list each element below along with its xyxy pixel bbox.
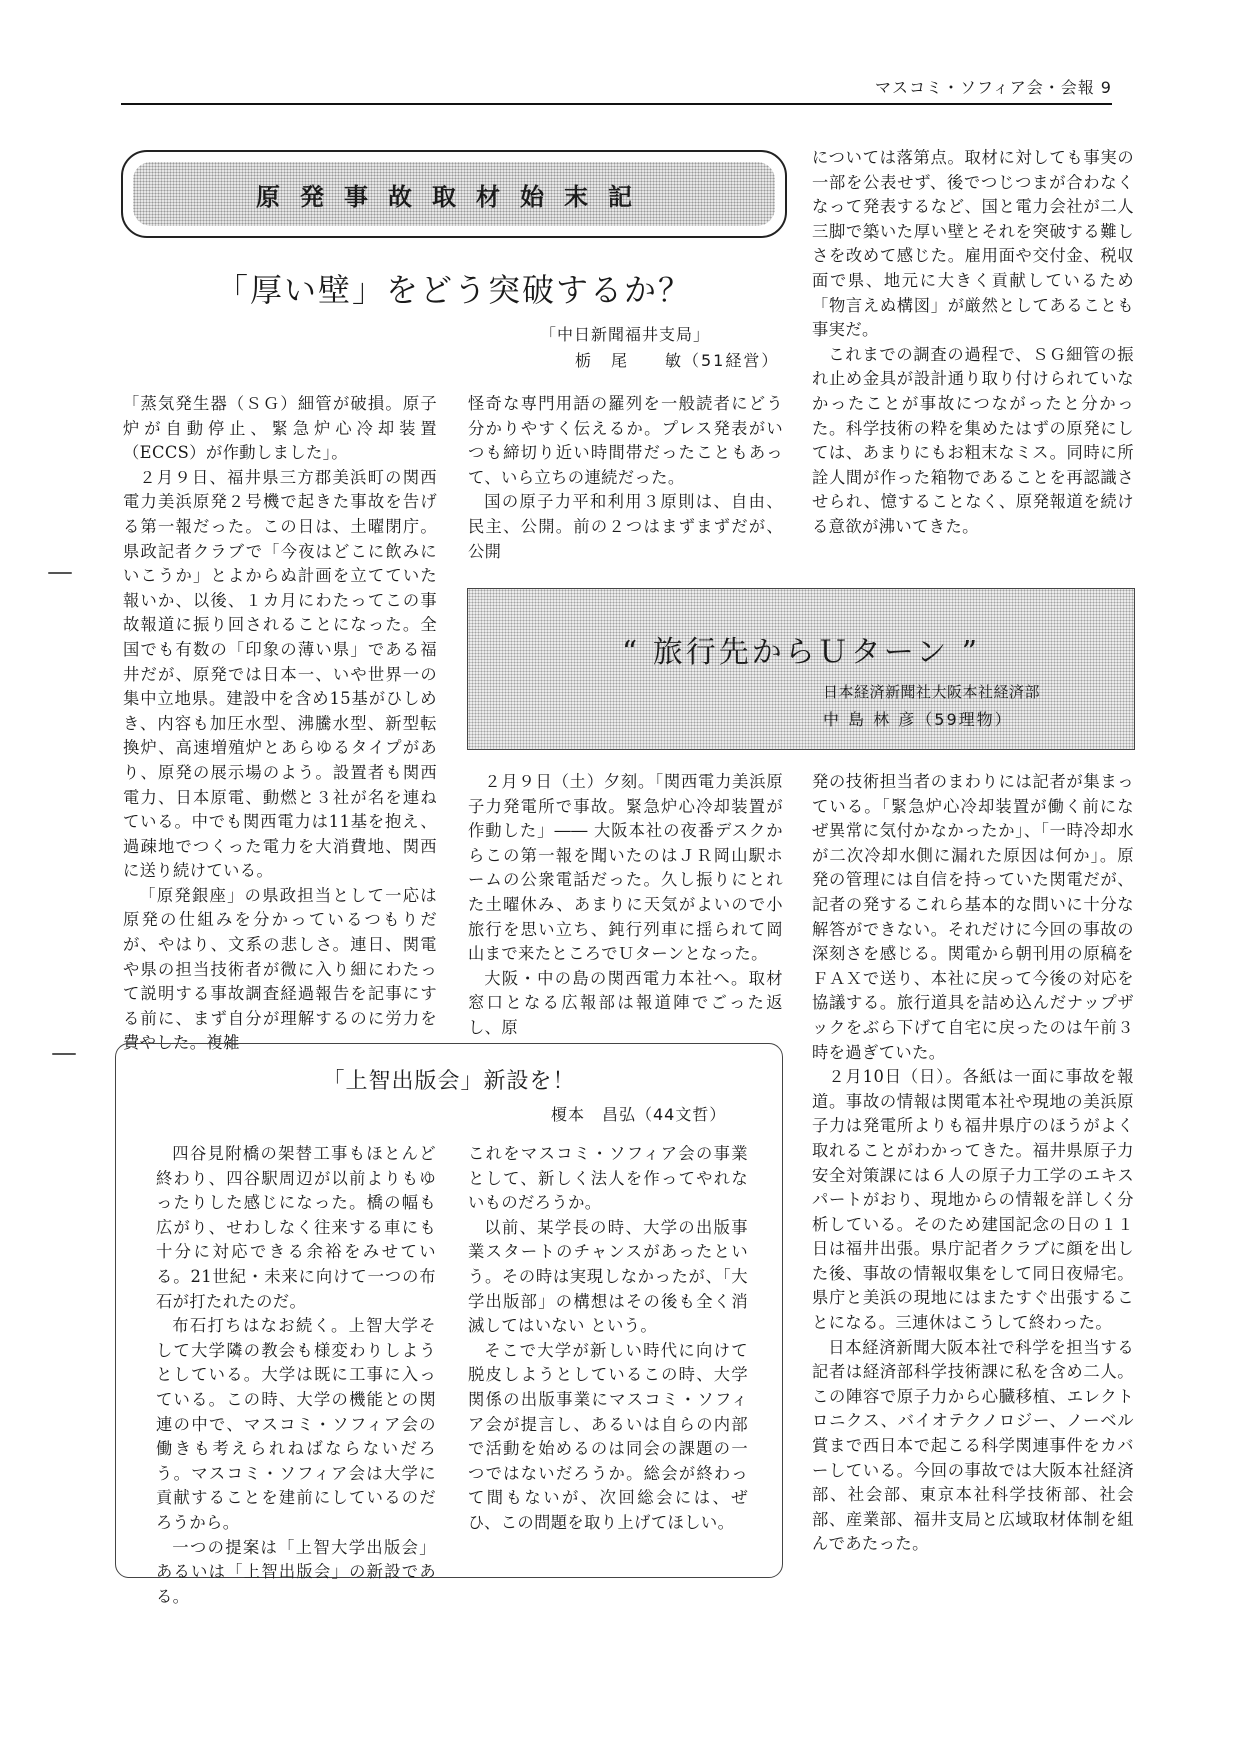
article2-title-box	[467, 588, 1135, 750]
article3-box	[115, 1043, 783, 1606]
article1-column-1	[123, 392, 437, 1056]
series-title-panel	[133, 162, 775, 226]
paragraph: ２月９日（土）夕刻。「関西電力美浜原子力発電所で事故。緊急炉心冷却装置が作動した」―― 大阪本社の夜番デスクからこの第一報を聞いたのはＪＲ岡山駅ホームの公衆電話だった。久し振りにとれた土曜休み、あまりに天気がよいので小旅行を思い立ち、鈍行列車に揺られて岡山まで来たところでＵターンとなった。	[468, 772, 783, 964]
article1-byline-org: 「中日新聞福井支局」	[540, 325, 711, 344]
article3-headline: 「上智出版会」新設を！	[322, 1069, 576, 1094]
paragraph: 日本経済新聞大阪本社で科学を担当する記者は経済部科学技術課に私を含め二人。この陣容で原子力から心臓移植、エレクトロニクス、バイオテクノロジー、ノーベル賞まで西日本で起こる科学関連事件をカバーしている。今回の事故では大阪本社経済部、社会部、東京本社科学技術部、社会部、産業部、福井支局と広域取材体制を組んであたった。	[812, 1337, 1134, 1554]
paragraph: 「蒸気発生器（ＳＧ）細管が破損。原子炉が自動停止、緊急炉心冷却装置（ECCS）が作動しました」。	[123, 394, 437, 463]
paragraph: これまでの調査の過程で、ＳＧ細管の振れ止め金具が設計通り取り付けられていなかったことが事故につながったと分かった。科学技術の粋を集めたはずの原発にしては、あまりにもお粗末なミス。同時に所詮人間が作った箱物であることを再認識させられ、憶することなく、原発報道を続ける意欲が沸いてきた。	[812, 344, 1134, 536]
article1-headline: 「厚い壁」をどう突破するか？	[215, 271, 692, 309]
paragraph: 発の技術担当者のまわりには記者が集まっている。「緊急炉心冷却装置が働く前になぜ異常に気付かなかったか」、「一時冷却水が二次冷却水側に漏れた原因は何か」。原発の管理には自信を持っていた関電だが、記者の発するこれら基本的な問いに十分な解答ができない。それだけに今回の事故の深刻さを感じる。関電から朝刊用の原稿をＦＡＸで送り、本社に戻って今後の対応を協議する。旅行道具を詰め込んだナップザックをぶら下げて自宅に戻ったのは午前３時を過ぎていた。	[812, 772, 1134, 1062]
running-title: マスコミ・ソフィア会・会報 9	[875, 78, 1112, 97]
article3-column-2	[468, 1142, 748, 1536]
article2-byline-org: 日本経済新聞社大阪本社経済部	[823, 683, 1041, 701]
paragraph: 怪奇な専門用語の羅列を一般読者にどう分かりやすく伝えるか。プレス発表がいつも締切り近い時間帯だったこともあって、いら立ちの連続だった。	[468, 394, 783, 487]
series-title: 原発事故取材始末記	[256, 181, 652, 211]
binding-mark	[52, 1053, 76, 1055]
paragraph: 「原発銀座」の県政担当として一応は原発の仕組みを分かっているつもりだが、やはり、文系の悲しさ。連日、関電や県の担当技術者が微に入り細にわたって説明する事故調査経過報告を記事にする前に、まず自分が理解するのに労力を費やした。複雑	[123, 885, 437, 1053]
article2-column-1	[468, 770, 783, 1041]
article3-byline: 榎本 昌弘（44文哲）	[551, 1105, 727, 1124]
paragraph: については落第点。取材に対しても事実の一部を公表せず、後でつじつまが合わなくなって発表するなど、国と電力会社が二人三脚で築いた厚い壁とそれを突破する難しさを改めて感じた。雇用面や交付金、税収面で県、地元に大きく貢献しているため「物言えぬ構図」が厳然としてあることも事実だ。	[812, 148, 1134, 340]
series-title-box	[121, 150, 787, 238]
running-header	[121, 73, 1112, 105]
paragraph: 以前、某学長の時、大学の出版事業スタートのチャンスがあったという。その時は実現しなかったが、「大学出版部」の構想はその後も全く消滅してはいない という。	[468, 1217, 748, 1336]
article2-headline: “ 旅行先からＵターン ”	[621, 635, 981, 670]
paragraph: ２月10日（日）。各紙は一面に事故を報道。事故の情報は関電本社や現地の美浜原子力は発電所よりも福井県庁のほうがよく取れることがわかってきた。福井県原子力安全対策課には６人の原子力工学のエキスパートがおり、現地からの情報を詳しく分析している。そのため建国記念の日の１１日は福井出張。県庁記者クラブに顔を出した後、事故の情報収集をして同日夜帰宅。県庁と美浜の現地にはまたすぐ出張することになる。三連休はこうして終わった。	[812, 1067, 1134, 1333]
paragraph: 四谷見附橋の架替工事もほとんど終わり、四谷駅周辺が以前よりもゆったりした感じになった。橋の幅も広がり、せわしなく往来する車にも十分に対応できる余裕をみせている。21世紀・未来に向けて一つの布石が打たれたのだ。	[156, 1144, 436, 1311]
article1-column-3	[812, 146, 1134, 540]
paragraph: 国の原子力平和利用３原則は、自由、民主、公開。前の２つはまずまずだが、公開	[468, 492, 783, 561]
paragraph: そこで大学が新しい時代に向けて脱皮しようとしているこの時、大学関係の出版事業にマスコミ・ソフィア会が提言し、あるいは自らの内部で活動を始めるのは同会の課題の一つではないだろうか。総会が終わって間もないが、次回総会には、ぜひ、この問題を取り上げてほしい。	[468, 1340, 748, 1532]
article2-byline-name: 中 島 林 彦（59理物）	[823, 710, 1013, 729]
paragraph: 一つの提案は「上智大学出版会」あるいは「上智出版会」の新設である。	[156, 1537, 436, 1606]
paragraph: 大阪・中の島の関西電力本社へ。取材窓口となる広報部は報道陣でごった返し、原	[468, 968, 783, 1037]
article1-column-2	[468, 392, 783, 564]
paragraph: ２月９日、福井県三方郡美浜町の関西電力美浜原発２号機で起きた事故を告げる第一報だった。この日は、土曜閉庁。県政記者クラブで「今夜はどこに飲みにいこうか」とよからぬ計画を立てていた報いか、以後、１カ月にわたってこの事故報道に振り回されることになった。全国でも有数の「印象の薄い県」である福井だが、原発では日本一、いや世界一の集中立地県。建設中を含め15基がひしめき、内容も加圧水型、沸騰水型、新型転換炉、高速増殖炉とあらゆるタイプがあり、原発の展示場のよう。設置者も関西電力、日本原電、動燃と３社が名を連ねている。中でも関西電力は11基を抱え、過疎地でつくった電力を大消費地、関西に送り続けている。	[123, 467, 437, 881]
article1-byline-name: 栃 尾 敏（51経営）	[575, 351, 780, 370]
binding-mark	[48, 572, 72, 574]
paragraph: これをマスコミ・ソフィア会の事業として、新しく法人を作ってやれないものだろうか。	[468, 1144, 748, 1213]
article2-column-2	[812, 770, 1134, 1557]
paragraph: 布石打ちはなお続く。上智大学そして大学隣の教会も様変わりしようとしている。大学は既に工事に入っている。この時、大学の機能との関連の中で、マスコミ・ソフィア会の働きも考えられねばならないだろう。マスコミ・ソフィア会は大学に貢献することを建前にしているのだろうから。	[156, 1316, 436, 1532]
article3-column-1	[156, 1142, 436, 1609]
